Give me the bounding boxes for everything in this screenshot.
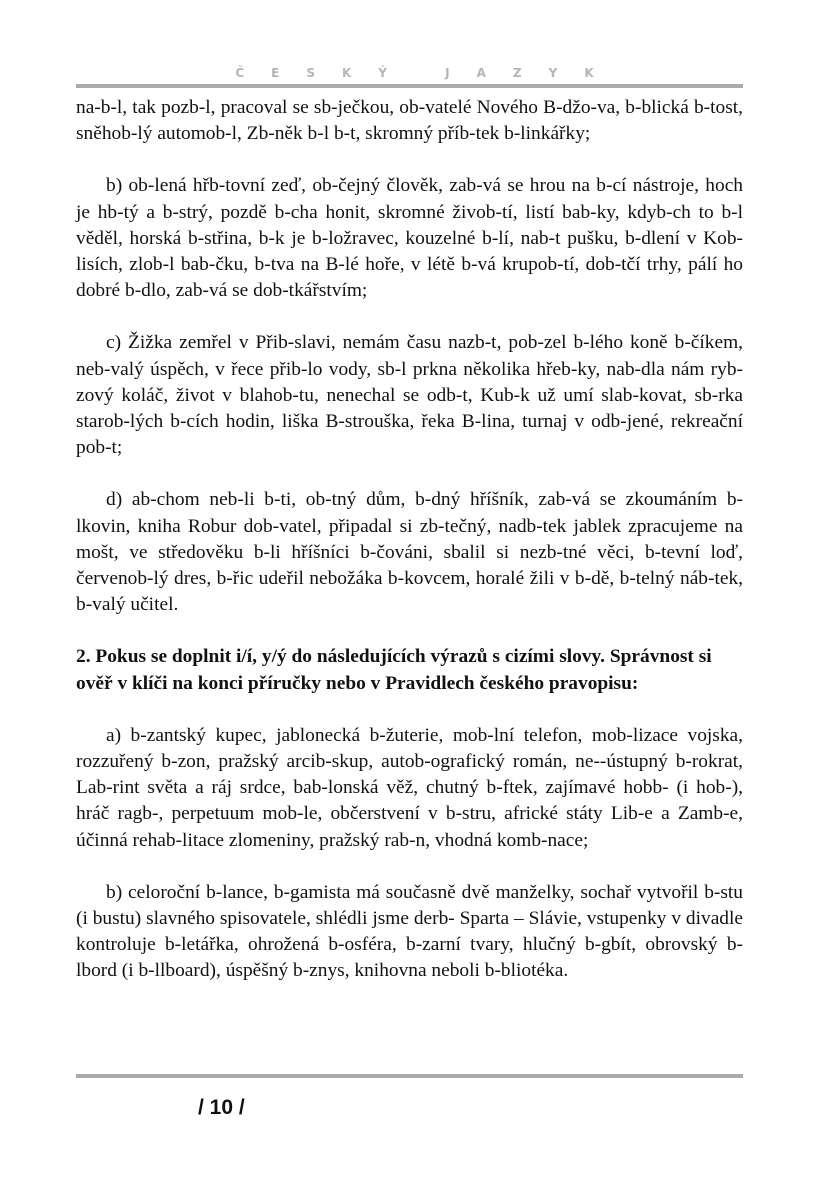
running-header: ČESKÝ JAZYK xyxy=(235,66,621,80)
task-2-paragraph-b: b) celoroční b-lance, b-gamista má současně dvě manželky, sochař vytvořil b-stu (i bustu) slavného spisovatele, shlédli jsme derb- Sparta – Slávie, vstupenky v divadle kontroluje b-letářka, ohrožená b-osféra, b-zarní tvary, hlučný b-gbít, obrovský b-lbord (i b-llboard), úspěšný b-znys, knihovna neboli b-bliotéka. xyxy=(76,881,743,982)
exercise-paragraph-d: d) ab-chom neb-li b-ti, ob-tný dům, b-dný hříšník, zab-vá se zkoumáním b-lkovin, kniha Robur dob-vatel, připadal si zb-tečný, nadb-tek jablek zpracujeme na mošt, ve středověku b-li hříšníci b-čováni, sbalil si nezb-tné věci, b-tevní loď, červenob-lý dres, b-řic udeřil nebožáka b-kovcem, horalé žili v b-dě, b-telný náb-tek, b-valý učitel. xyxy=(76,489,743,616)
page-body xyxy=(76,95,743,985)
exercise-paragraph-b: b) ob-lená hřb-tovní zeď, ob-čejný člověk, zab-vá se hrou na b-cí nástroje, hoch je hb-tý a b-strý, pozdě b-cha honit, skromné živob-tí, listí bab-ky, kdyb-ch to b-l věděl, horská b-střina, b-k je b-ložravec, kouzelné b-lí, nab-t pušku, b-dlení v Kob-lisích, zlob-l bab-čku, b-tva na B-lé hoře, v létě b-vá krupob-tí, dob-tčí trhy, pálí ho dobré b-dlo, zab-vá se dob-tkářstvím; xyxy=(76,175,743,302)
header-rule xyxy=(76,84,743,88)
exercise-paragraph-c: c) Žižka zemřel v Přib-slavi, nemám času nazb-t, pob-zel b-lého koně b-číkem, neb-valý úspěch, v řece přib-lo vody, sb-l prkna několika hřeb-ky, nab-dla nám ryb-zový koláč, život v blahob-tu, nenechal se odb-t, Kub-k už umí slab-kovat, sb-rka starob-lých b-cích hodin, liška B-strouška, řeka B-lina, turnaj v odb-jené, rekreační pob-t; xyxy=(76,332,743,459)
page-number: / 10 / xyxy=(198,1096,245,1119)
task-2-paragraph-a: a) b-zantský kupec, jablonecká b-žuterie, mob-lní telefon, mob-lizace vojska, rozzuřený b-zon, pražský arcib-skup, autob-ografický román, ne--ústupný b-rokrat, Lab-rint světa a ráj srdce, bab-lonská věž, chutný b-ftek, zajímavé hobb- (i hob-), hráč ragb-, perpetuum mob-le, občerstvení v b-stru, africké státy Lib-e a Zamb-e, účinná rehab-litace zlomeniny, pražský rab-n, vhodná komb-nace; xyxy=(76,724,743,851)
exercise-paragraph-continuation: na-b-l, tak pozb-l, pracoval se sb-ječkou, ob-vatelé Nového B-džo-va, b-blická b-tost, sněhob-lý automob-l, Zb-něk b-l b-t, skromný příb-tek b-linkářky; xyxy=(76,97,743,145)
footer-rule xyxy=(76,1074,743,1078)
task-2-heading: 2. Pokus se doplnit i/í, y/ý do následujících výrazů s cizími slovy. Správnost si ověř v klíči na konci příručky nebo v Pravidlech českého pravopisu: xyxy=(76,646,712,694)
